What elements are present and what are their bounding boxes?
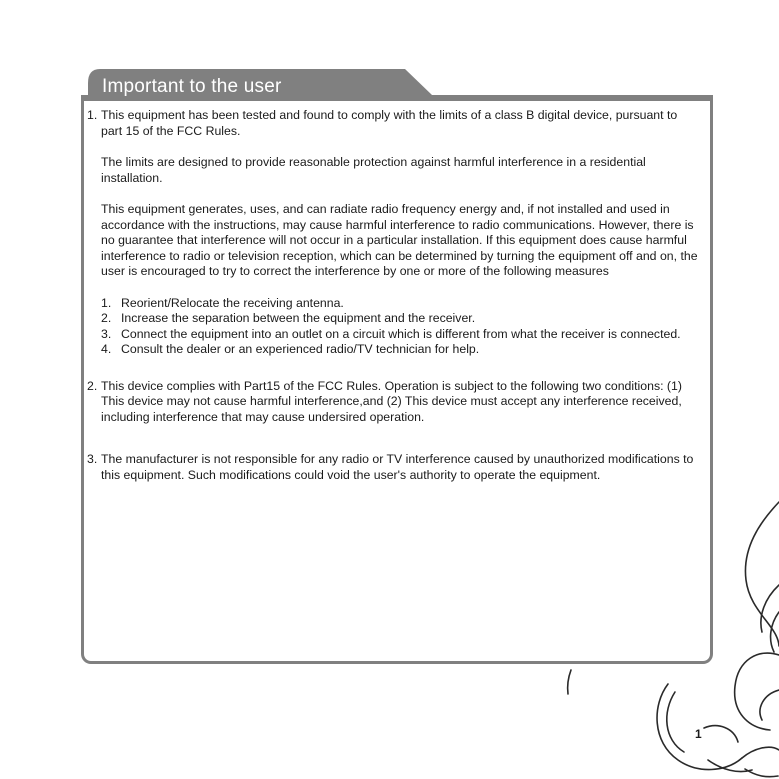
measure-text: Connect the equipment into an outlet on a circuit which is different from what the receiver is connected. — [121, 326, 681, 341]
item-text: The manufacturer is not responsible for any radio or TV interference caused by unauthorized modifications to this equipment. Such modifications could void the user's authority to operate the equipment. — [101, 452, 694, 482]
measures-list — [101, 296, 701, 358]
measure-item — [101, 311, 701, 327]
paragraph: This equipment generates, uses, and can radiate radio frequency energy and, if not installed and used in accordance with the instructions, may cause harmful interference to radio communications. However, there is no guarantee that interference will not occur in a particular installation. If this equipment does cause harmful interference to radio or television reception, which can be determined by turning the equipment off and on, the user is encouraged to try to correct the interference by one or more of the following measures — [101, 202, 698, 278]
item-number: 2. — [87, 378, 98, 393]
item-text: This device complies with Part15 of the FCC Rules. Operation is subject to the following two conditions: (1) This device may not cause harmful interference,and (2) This device must accept any interference received, including interference that may cause undersired operation. — [101, 378, 682, 424]
measure-number: 1. — [101, 295, 112, 310]
measure-text: Consult the dealer or an experienced radio/TV technician for help. — [121, 342, 480, 356]
measure-number: 4. — [101, 342, 112, 356]
notice-item-2 — [87, 379, 701, 426]
item-text: This equipment has been tested and found to comply with the limits of a class B digital device, pursuant to part 15 of the FCC Rules. — [101, 108, 678, 138]
measure-number: 2. — [101, 311, 112, 325]
measure-number: 3. — [101, 326, 112, 341]
measure-item — [101, 342, 701, 358]
notice-item-1 — [87, 108, 701, 358]
measure-item — [101, 296, 701, 312]
item-number: 1. — [87, 108, 98, 122]
measure-item — [101, 327, 701, 343]
measure-text: Increase the separation between the equipment and the receiver. — [121, 311, 476, 325]
notice-content — [87, 108, 701, 483]
notice-item-3 — [87, 452, 701, 483]
page-title: Important to the user — [102, 76, 282, 97]
page-number: 1 — [695, 727, 702, 741]
measure-text: Reorient/Relocate the receiving antenna. — [121, 295, 344, 310]
item-number: 3. — [87, 452, 98, 466]
paragraph: The limits are designed to provide reasonable protection against harmful interference in a residential installation. — [101, 155, 646, 185]
